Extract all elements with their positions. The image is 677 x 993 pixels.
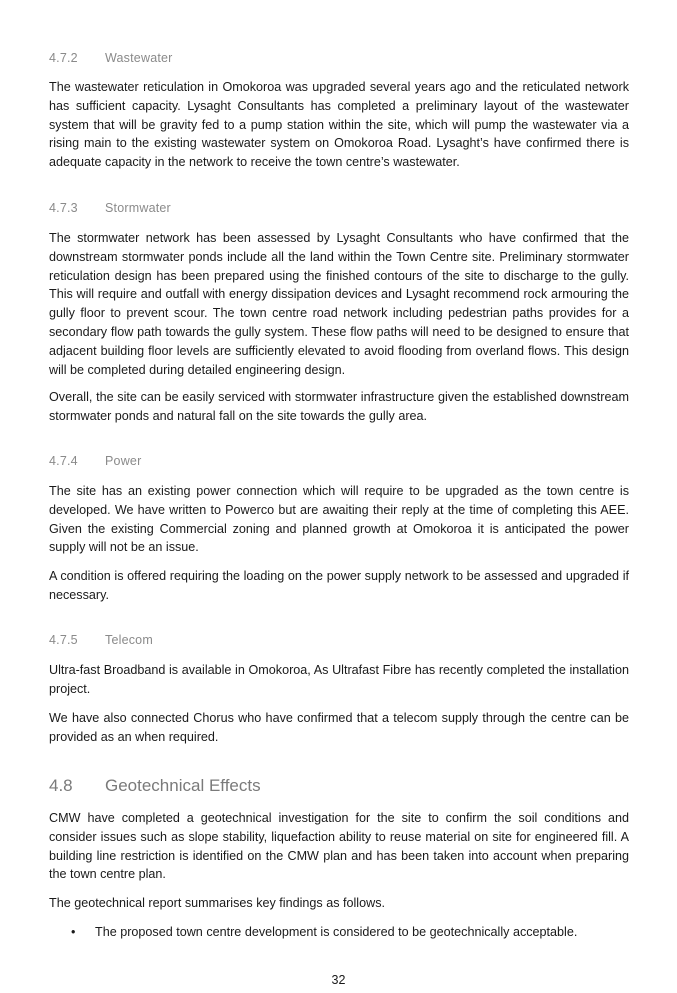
paragraph-power-2: A condition is offered requiring the loading on the power supply network to be assessed and upgraded if necessary. bbox=[49, 569, 629, 602]
paragraph-wastewater: The wastewater reticulation in Omokoroa was upgraded several years ago and the reticulated network has sufficient capacity. Lysaght Consultants has completed a preliminary layout of the wastewater system that will be gravity fed to a pump station within the site, which will pump the wastewater via a rising main to the existing wastewater system on Omokoroa Road. Lysaght’s have confirmed there is adequate capacity in the network to receive the town centre’s wastewater. bbox=[49, 80, 629, 170]
heading-4-7-2 bbox=[49, 51, 173, 65]
heading-4-7-5 bbox=[49, 633, 153, 647]
paragraph-geotechnical-2: The geotechnical report summarises key findings as follows. bbox=[49, 896, 385, 910]
heading-4-7-4 bbox=[49, 454, 141, 468]
section-number: 4.7.5 bbox=[49, 633, 78, 647]
section-title: Power bbox=[105, 454, 142, 468]
section-number: 4.8 bbox=[49, 776, 73, 795]
bullet-icon: • bbox=[71, 925, 76, 939]
heading-4-8 bbox=[49, 776, 261, 796]
paragraph-stormwater-1: The stormwater network has been assessed by Lysaght Consultants who have confirmed that the downstream stormwater ponds include all the land within the Town Centre site. Preliminary stormwater reticulation design has been prepared using the finished contours of the site to discharge to the gully. This will require and outfall with energy dissipation devices and Lysaght recommend rock armouring the gully floor to prevent scour. The town centre road network including pedestrian paths provides for a secondary flow path towards the gully system. These flow paths will need to be designed to ensure that adjacent building floor levels are sufficiently elevated to avoid flooding from overland flows. This design will be completed during detailed engineering design. bbox=[49, 231, 629, 377]
paragraph-power-1: The site has an existing power connection which will require to be upgraded as the town centre is developed. We have written to Powerco but are awaiting their reply at the time of completing this AEE. Given the existing Commercial zoning and planned growth at Omokoroa it is anticipated the power supply will not be an issue. bbox=[49, 484, 629, 555]
list-item-text: The proposed town centre development is considered to be geotechnically acceptable. bbox=[95, 925, 578, 939]
section-title: Stormwater bbox=[105, 201, 171, 215]
heading-4-7-3 bbox=[49, 201, 171, 215]
paragraph-stormwater-2: Overall, the site can be easily serviced with stormwater infrastructure given the established downstream stormwater ponds and natural fall on the site towards the gully area. bbox=[49, 390, 629, 423]
list-item bbox=[49, 923, 629, 942]
paragraph-telecom-1: Ultra-fast Broadband is available in Omokoroa, As Ultrafast Fibre has recently completed the installation project. bbox=[49, 663, 629, 696]
paragraph-telecom-2: We have also connected Chorus who have confirmed that a telecom supply through the centre can be provided as an when required. bbox=[49, 711, 629, 744]
section-number: 4.7.2 bbox=[49, 51, 78, 65]
section-title: Geotechnical Effects bbox=[105, 776, 261, 795]
page-number: 32 bbox=[331, 973, 346, 987]
section-title: Telecom bbox=[105, 633, 153, 647]
section-number: 4.7.3 bbox=[49, 201, 78, 215]
paragraph-geotechnical-1: CMW have completed a geotechnical investigation for the site to confirm the soil conditions and consider issues such as slope stability, liquefaction ability to reuse material on site for engineered fill. A building line restriction is identified on the CMW plan and has been taken into account when preparing the town centre plan. bbox=[49, 811, 629, 882]
section-number: 4.7.4 bbox=[49, 454, 78, 468]
section-title: Wastewater bbox=[105, 51, 173, 65]
